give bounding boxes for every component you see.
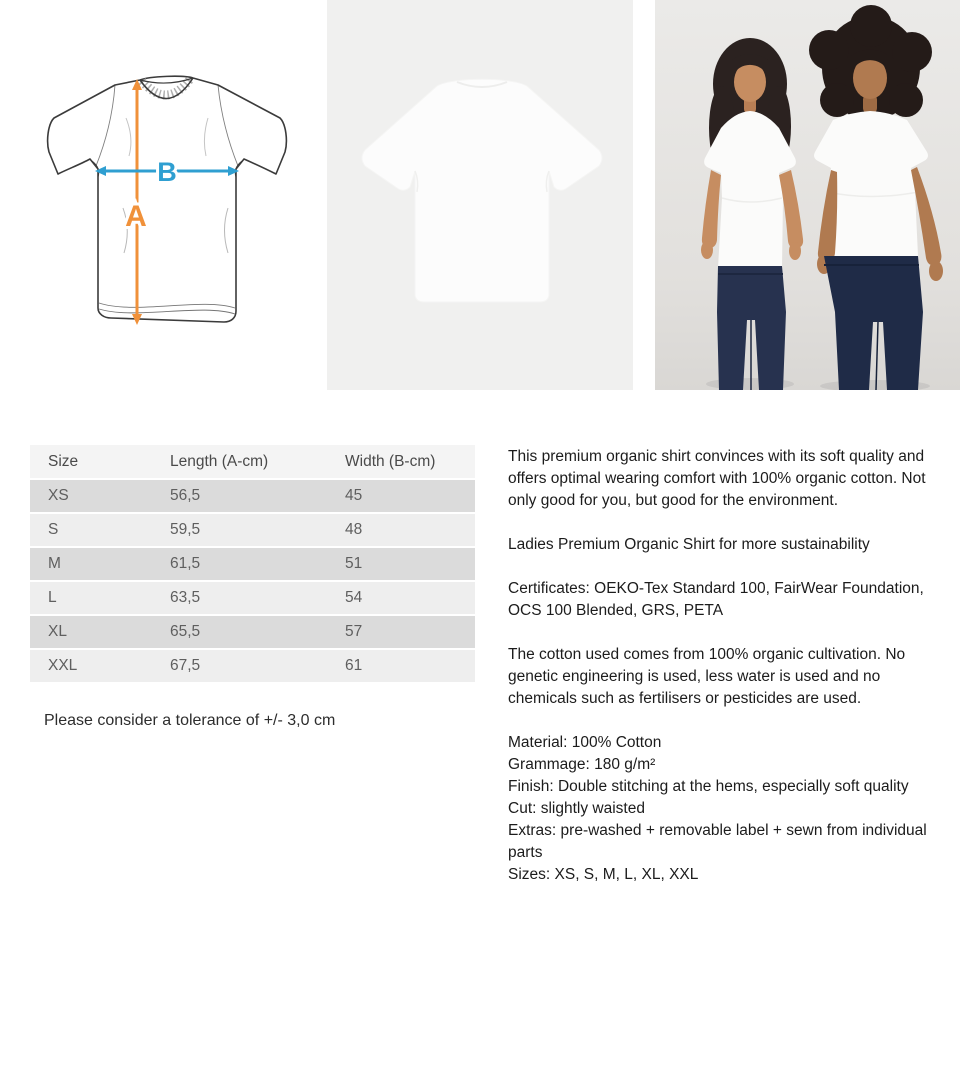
spec-sizes: Sizes: XS, S, M, L, XL, XXL	[508, 866, 699, 883]
table-row-s	[30, 514, 475, 546]
description-intro: This premium organic shirt convinces with its soft quality and offers optimal wearing comfort with 100% organic cotton. Not only good for you, but good for the environment.	[508, 448, 926, 509]
size-table-header-length: Length (A-cm)	[170, 445, 345, 478]
models-photo	[655, 0, 960, 390]
table-row-xl	[30, 616, 475, 648]
description-cotton: The cotton used comes from 100% organic cultivation. No genetic engineering is used, less water is used and no chemicals such as fertilisers or pesticides are used.	[508, 646, 906, 707]
table-row-l	[30, 582, 475, 614]
cell-size: XL	[30, 616, 170, 648]
cell-width: 45	[345, 480, 475, 512]
table-row-xs	[30, 480, 475, 512]
product-image	[327, 0, 633, 390]
spec-material: Material: 100% Cotton	[508, 734, 662, 751]
table-row-xxl	[30, 650, 475, 682]
cell-length: 59,5	[170, 514, 345, 546]
spec-grammage: Grammage: 180 g/m²	[508, 756, 656, 773]
cell-size: M	[30, 548, 170, 580]
tshirt-outline-drawing	[30, 58, 300, 358]
cell-length: 61,5	[170, 548, 345, 580]
cell-size: L	[30, 582, 170, 614]
size-table-header-width: Width (B-cm)	[345, 445, 475, 478]
cell-size: XS	[30, 480, 170, 512]
description-subtitle: Ladies Premium Organic Shirt for more sustainability	[508, 536, 870, 553]
measurement-label-a: A	[125, 200, 147, 233]
tolerance-note: Please consider a tolerance of +/- 3,0 cm	[44, 712, 336, 729]
cell-width: 54	[345, 582, 475, 614]
spec-finish: Finish: Double stitching at the hems, especially soft quality	[508, 778, 909, 795]
cell-length: 67,5	[170, 650, 345, 682]
cell-size: S	[30, 514, 170, 546]
cell-width: 48	[345, 514, 475, 546]
size-table	[30, 443, 475, 684]
size-table-header-row	[30, 445, 475, 478]
cell-width: 51	[345, 548, 475, 580]
product-description	[508, 446, 932, 886]
measurement-label-b: B	[157, 157, 177, 187]
white-tshirt-silhouette	[327, 0, 633, 390]
cell-size: XXL	[30, 650, 170, 682]
measurement-diagram	[30, 58, 300, 360]
cell-length: 65,5	[170, 616, 345, 648]
cell-length: 56,5	[170, 480, 345, 512]
size-table-header-size: Size	[30, 445, 170, 478]
table-row-m	[30, 548, 475, 580]
spec-extras: Extras: pre-washed + removable label + sewn from individual parts	[508, 822, 927, 861]
cell-length: 63,5	[170, 582, 345, 614]
description-certificates: Certificates: OEKO-Tex Standard 100, FairWear Foundation, OCS 100 Blended, GRS, PETA	[508, 580, 924, 619]
spec-cut: Cut: slightly waisted	[508, 800, 645, 817]
cell-width: 61	[345, 650, 475, 682]
cell-width: 57	[345, 616, 475, 648]
two-models-illustration	[655, 0, 960, 390]
